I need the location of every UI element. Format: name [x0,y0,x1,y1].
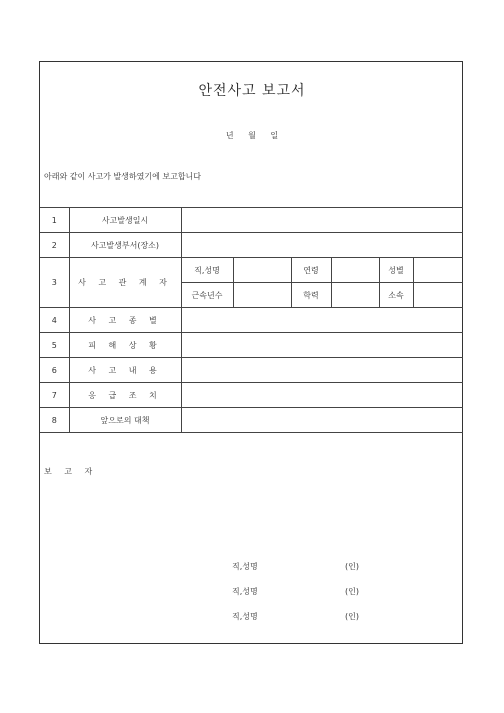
row-number: 5 [40,333,69,358]
value-cell-datetime[interactable] [181,208,463,233]
row-label: 사 고 종 별 [69,308,181,333]
date-line: 년 월 일 [225,131,279,140]
person-gender-label: 성별 [379,258,413,283]
row-label: 응 급 조 치 [69,383,181,408]
row-number: 2 [40,233,69,258]
row-number: 4 [40,308,69,333]
row-number: 1 [40,208,69,233]
table-row [40,358,463,383]
row-label: 앞으로의 대책 [69,408,181,433]
seal-mark: (인) [345,587,359,596]
person-years-label: 근속년수 [181,283,233,308]
reporter-label: 보 고 자 [44,467,98,476]
row-number: 3 [40,258,69,308]
document-title: 안전사고 보고서 [198,83,306,99]
table-row [40,233,463,258]
person-education-label: 학력 [291,283,331,308]
person-years-value[interactable] [233,283,291,308]
signature-name-label: 직,성명 [232,587,258,596]
value-cell-type[interactable] [181,308,463,333]
person-rank-name-label: 직,성명 [181,258,233,283]
person-age-value[interactable] [331,258,379,283]
value-cell-countermeasure[interactable] [181,408,463,433]
report-table [40,207,463,433]
person-age-label: 연령 [291,258,331,283]
row-number: 6 [40,358,69,383]
table-row [40,333,463,358]
person-gender-value[interactable] [413,258,463,283]
person-education-value[interactable] [331,283,379,308]
table-row [40,383,463,408]
person-rank-name-value[interactable] [233,258,291,283]
table-row [40,258,463,283]
seal-mark: (인) [345,562,359,571]
table-row [40,408,463,433]
signature-name-label: 직,성명 [232,612,258,621]
value-cell-damage[interactable] [181,333,463,358]
row-label: 사 고 관 계 자 [69,258,181,308]
row-label: 사고발생부서(장소) [69,233,181,258]
table-row [40,308,463,333]
person-affiliation-label: 소속 [379,283,413,308]
row-label: 사 고 내 용 [69,358,181,383]
row-number: 7 [40,383,69,408]
value-cell-location[interactable] [181,233,463,258]
value-cell-first-aid[interactable] [181,383,463,408]
signature-name-label: 직,성명 [232,562,258,571]
person-affiliation-value[interactable] [413,283,463,308]
row-label: 사고발생일시 [69,208,181,233]
seal-mark: (인) [345,612,359,621]
table-row [40,208,463,233]
row-label: 피 해 상 황 [69,333,181,358]
intro-text: 아래와 같이 사고가 발생하였기에 보고합니다 [44,172,202,181]
row-number: 8 [40,408,69,433]
value-cell-content[interactable] [181,358,463,383]
